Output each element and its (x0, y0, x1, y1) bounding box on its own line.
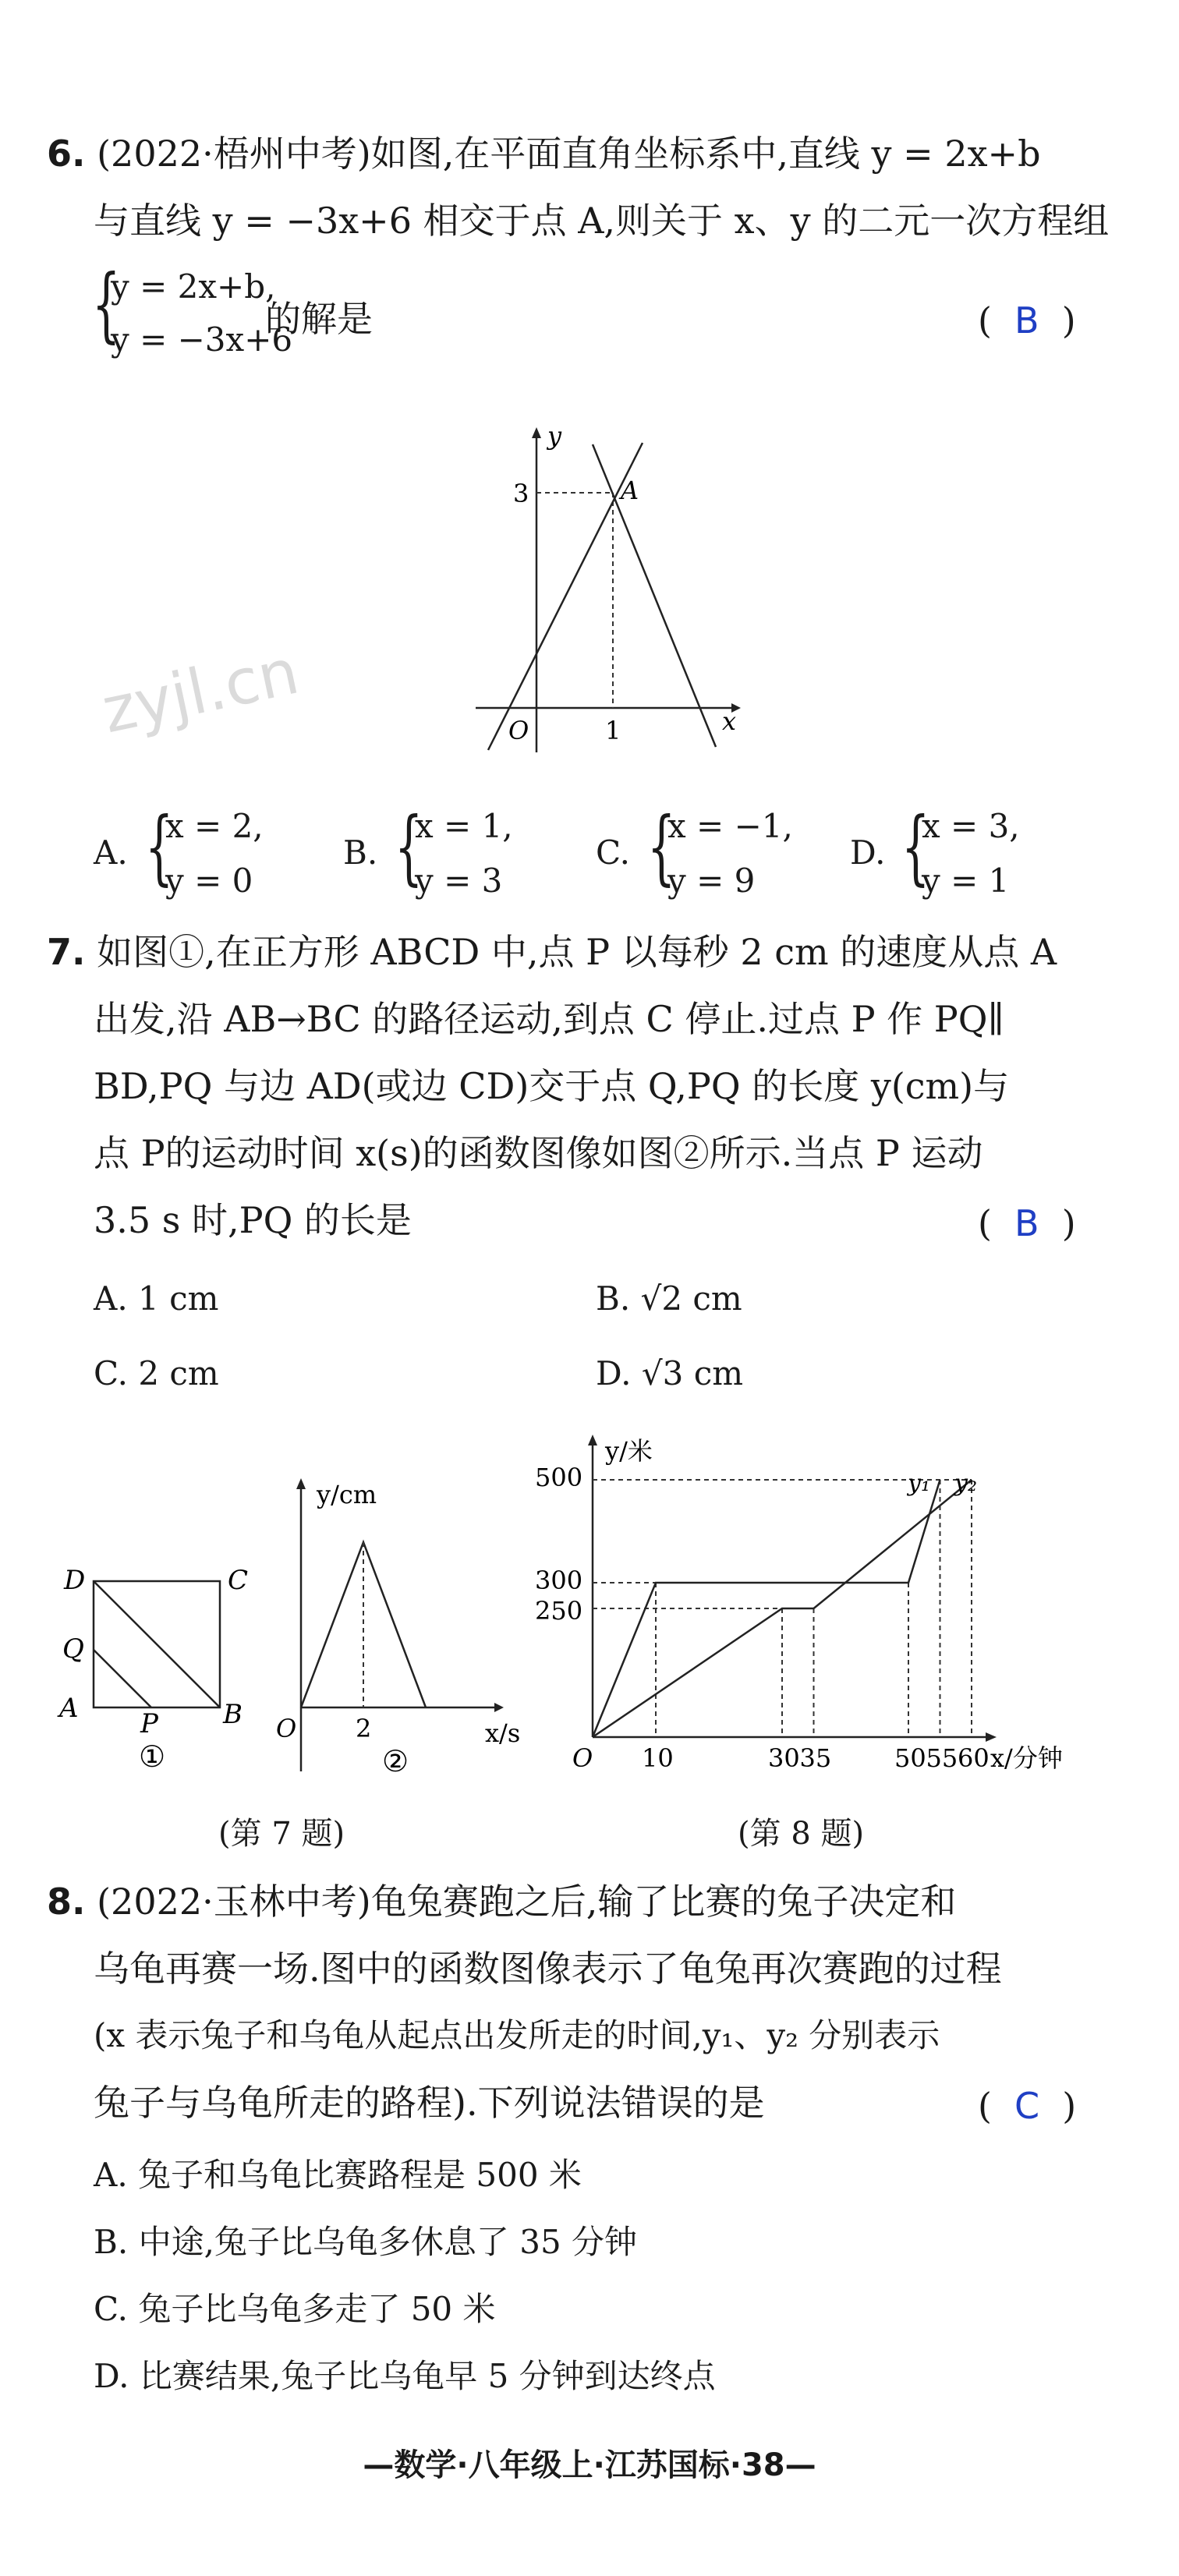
q7-number: 7. (47, 931, 86, 973)
q8-option-c: C. 兔子比乌龟多走了 50 米 (94, 2290, 496, 2328)
q6-tail: 的解是 (265, 298, 373, 340)
q6-line-minus3x-plus6 (593, 444, 716, 747)
q6-option-b-brace: { (395, 799, 423, 894)
q6-y-tick: 3 (513, 479, 529, 508)
q6-answer-paren: ( B ) (978, 299, 1076, 341)
figure-1-num: ① (139, 1739, 166, 1774)
q8-x-tick: 60 (958, 1743, 990, 1773)
q6-option-a (94, 799, 328, 904)
q8-line1 (47, 1868, 956, 1935)
q8-answer: C (1014, 2085, 1040, 2127)
segment-pq (94, 1650, 151, 1707)
q6-option-c-label: C. (596, 833, 630, 872)
q8-x-tick: 30 (768, 1743, 800, 1773)
q8-y-tick: 300 (535, 1566, 583, 1595)
q7-line4: 点 P的运动时间 x(s)的函数图像如图②所示.当点 P 运动 (94, 1132, 983, 1174)
q8-series-label-y1: y₁ (908, 1470, 930, 1497)
q6-option-a-row2: y = 0 (165, 862, 253, 900)
q8-option-b: B. 中途,兔子比乌龟多休息了 35 分钟 (94, 2223, 638, 2261)
q6-option-b-row2: y = 3 (415, 862, 503, 900)
fig2-y-arrow (296, 1478, 306, 1489)
q8-line3: (x 表示兔子和乌龟从起点出发所走的时间,y₁、y₂ 分别表示 (94, 2016, 940, 2054)
q7-text-1: 如图①,在正方形 ABCD 中,点 P 以每秒 2 cm 的速度从点 A (97, 931, 1057, 973)
q8-series-label-y2: y₂ (954, 1470, 977, 1497)
q6-number: 6. (47, 133, 86, 175)
q8-x-tick: 55 (926, 1743, 958, 1773)
q6-option-d-row1: x = 3, (922, 807, 1020, 845)
page-footer: —数学·八年级上·江苏国标·38— (363, 2447, 816, 2483)
label-c: C (228, 1565, 249, 1596)
q6-x-tick: 1 (605, 716, 621, 745)
q7-option-d: D. √3 cm (596, 1354, 744, 1392)
q6-y-arrow (532, 427, 541, 438)
label-p: P (140, 1708, 158, 1739)
q8-chart (530, 1427, 1092, 1793)
q8-x-tick: 10 (642, 1743, 674, 1773)
q6-system-row-1: y = 2x+b, (111, 267, 276, 306)
q8-y-tick: 250 (535, 1596, 583, 1626)
q8-origin: O (572, 1743, 593, 1773)
diagonal-bd (94, 1581, 220, 1707)
q6-line1 (47, 120, 1041, 187)
q8-answer-paren: ( C ) (978, 2085, 1077, 2127)
q8-option-a: A. 兔子和乌龟比赛路程是 500 米 (94, 2156, 582, 2194)
q8-x-tick: 35 (799, 1743, 832, 1773)
q6-option-d-label: D. (850, 833, 886, 872)
q6-option-d-brace: { (901, 799, 930, 894)
q7-caption: (第 7 题) (218, 1816, 345, 1852)
q6-line2: 与直线 y = −3x+6 相交于点 A,则关于 x、y 的二元一次方程组 (94, 200, 1110, 242)
fig2-x-tick: 2 (356, 1714, 372, 1743)
label-d: D (64, 1565, 86, 1596)
q8-line4: 兔子与乌龟所走的路程).下列说法错误的是 (94, 2082, 765, 2124)
q6-origin: O (508, 716, 529, 745)
q8-x-arrow (986, 1732, 997, 1742)
q8-line2: 乌龟再赛一场.图中的函数图像表示了龟兔再次赛跑的过程 (94, 1948, 1002, 1990)
watermark: zyjl.cn (96, 635, 305, 748)
q7-figure-1 (47, 1544, 273, 1778)
q6-option-c-row1: x = −1, (667, 807, 793, 845)
q6-point-a: A (621, 476, 639, 505)
q6-option-c-row2: y = 9 (667, 862, 756, 900)
q6-line-2x-plus-b (488, 443, 643, 750)
q8-y-tick: 500 (535, 1463, 583, 1492)
q6-system-row-2: y = −3x+6 (111, 320, 293, 359)
fig2-origin: O (276, 1714, 297, 1743)
q8-y-label: y/米 (605, 1436, 653, 1466)
q6-option-b-label: B. (343, 833, 378, 872)
q7-line2: 出发,沿 AB→BC 的路径运动,到点 C 停止.过点 P 作 PQ∥ (94, 998, 1004, 1040)
q8-caption: (第 8 题) (738, 1816, 865, 1852)
q6-option-b-row1: x = 1, (415, 807, 513, 845)
q7-option-a: A. 1 cm (94, 1279, 219, 1318)
label-q: Q (62, 1633, 84, 1665)
q6-option-a-row1: x = 2, (165, 807, 264, 845)
q6-option-c-brace: { (647, 799, 676, 894)
q8-number: 8. (47, 1881, 86, 1923)
q8-text-1: (2022·玉林中考)龟兔赛跑之后,输了比赛的兔子决定和 (97, 1881, 957, 1923)
q6-option-d (850, 799, 1084, 904)
q6-option-b (343, 799, 577, 904)
figure-2-num: ② (382, 1744, 409, 1778)
q6-answer: B (1014, 299, 1039, 341)
q7-line1 (47, 918, 1057, 985)
q8-option-d: D. 比赛结果,兔子比乌龟早 5 分钟到达终点 (94, 2357, 716, 2395)
q8-y-arrow (588, 1435, 597, 1445)
fig2-x-label: x/s (485, 1718, 521, 1748)
q6-text-1: (2022·梧州中考)如图,在平面直角坐标系中,直线 y = 2x+b (97, 133, 1041, 175)
q6-option-a-label: A. (94, 833, 128, 872)
q6-graph (468, 421, 749, 764)
q8-x-label: x/分钟 (990, 1743, 1063, 1773)
q8-x-tick: 50 (894, 1743, 926, 1773)
label-a: A (59, 1693, 79, 1724)
q6-option-d-row2: y = 1 (922, 862, 1010, 900)
q6-option-c (596, 799, 837, 904)
q7-answer: B (1014, 1202, 1039, 1244)
q7-answer-paren: ( B ) (978, 1202, 1076, 1244)
fig2-x-arrow (494, 1703, 504, 1712)
fig2-y-label: y/cm (317, 1480, 377, 1509)
q7-line5: 3.5 s 时,PQ 的长是 (94, 1199, 412, 1241)
label-b: B (223, 1699, 243, 1730)
q6-x-label: x (722, 706, 737, 736)
q7-option-b: B. √2 cm (596, 1279, 742, 1318)
q6-y-label: y (547, 421, 562, 451)
q6-system-brace: { (92, 257, 121, 352)
q7-option-c: C. 2 cm (94, 1354, 219, 1392)
q7-line3: BD,PQ 与边 AD(或边 CD)交于点 Q,PQ 的长度 y(cm)与 (94, 1065, 1010, 1107)
q6-option-a-brace: { (145, 799, 174, 894)
q7-figure-2 (265, 1466, 530, 1778)
